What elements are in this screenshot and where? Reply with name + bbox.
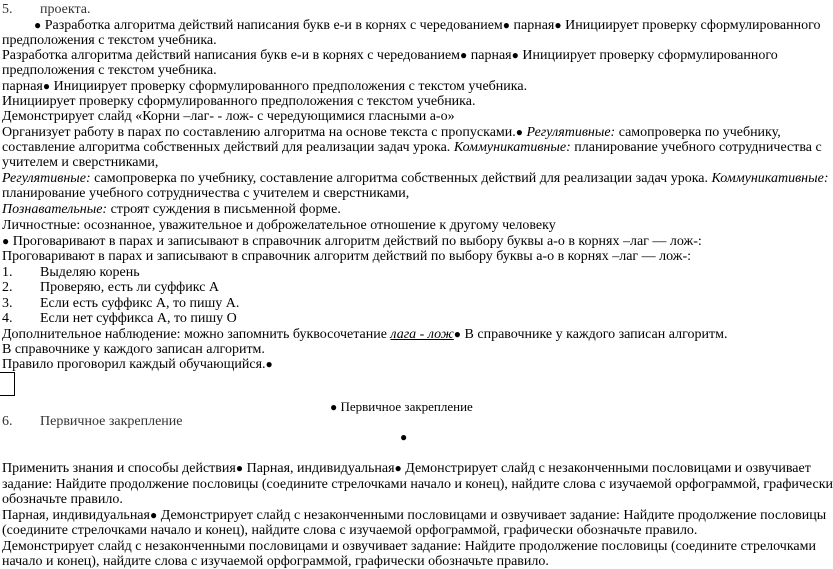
- paragraph-line: начало и конец), найдите слова с изучаемой орфограммой, графически обозначьте правило.: [2, 554, 549, 569]
- paragraph-line: (соедините стрелочками начало и конец), найдите слова с изучаемой орфограммой, графически обозначьте правило.: [2, 523, 698, 538]
- bullet-icon: ●: [149, 508, 158, 522]
- paragraph: Организует работу в парах по составлению алгоритма на основе текста с пропусками.● Регулятивные: самопроверка по учебнику,: [2, 125, 781, 140]
- paragraph-line: Демонстрирует слайд с незаконченными пословицами и озвучивает задание: Найдите продолжение пословицы (соедините стрелочками: [2, 539, 816, 554]
- table-cell-fragment: [0, 372, 15, 396]
- bullet-icon: ●: [502, 18, 511, 32]
- bullet-icon: ●: [2, 234, 10, 248]
- paragraph: Разработка алгоритма действий написания букв е-и в корнях с чередованием● парная● Инициирует проверку сформулированного: [2, 48, 778, 63]
- bullet-icon: ●: [511, 48, 519, 62]
- bullet-icon: ●: [330, 400, 338, 414]
- bullet-icon: ●: [515, 125, 524, 139]
- paragraph-line: планирование учебного сотрудничества с учителем и сверстниками,: [2, 186, 410, 201]
- bullet-icon: ●: [235, 461, 244, 475]
- bullet-icon: ●: [460, 48, 468, 62]
- paragraph-line: Применить знания и способы действия● Парная, индивидуальная● Демонстрирует слайд с незаконченными пословицами и озвучивает: [2, 461, 811, 476]
- paragraph-line: предположения с текстом учебника.: [2, 63, 217, 78]
- paragraph-line: Правило проговорил каждый обучающийся.●: [2, 357, 273, 372]
- paragraph-line: предположения с текстом учебника.: [2, 33, 217, 48]
- bullet-icon: ●: [400, 430, 408, 444]
- paragraph-line: составление алгоритма собственных действий для реализации задач урока. Коммуникативные: планирование учебного сотрудничества с: [2, 140, 822, 155]
- section-heading: ● Первичное закрепление: [330, 399, 473, 414]
- bullet-icon: ●: [453, 327, 462, 341]
- paragraph-line: Регулятивные: самопроверка по учебнику, составление алгоритма собственных действий для реализации задач урока. Коммуникативные:: [2, 171, 829, 186]
- paragraph-line: обозначьте правило.: [2, 492, 123, 507]
- paragraph-line: Проговаривают в парах и записывают в справочник алгоритм действий по выбору буквы а-о в корнях –лаг — лож-:: [2, 249, 692, 264]
- bullet-icon: ●: [265, 357, 273, 371]
- paragraph-line: Личностные: осознанное, уважительное и доброжелательное отношение к другому человеку: [2, 218, 556, 233]
- paragraph-line: Познавательные: строят суждения в письменной форме.: [2, 202, 341, 217]
- paragraph-line: Парная, индивидуальная● Демонстрирует слайд с незаконченными пословицами и озвучивает задание: Найдите продолжение пословицы: [2, 508, 827, 523]
- paragraph-line: Инициирует проверку сформулированного предположения с текстом учебника.: [2, 94, 476, 109]
- bullet-icon: ●: [42, 79, 51, 93]
- bullet-icon: ●: [34, 18, 42, 32]
- paragraph-line: В справочнике у каждого записан алгоритм.: [2, 342, 265, 357]
- paragraph-line: учителем и сверстниками,: [2, 155, 159, 170]
- paragraph-line: ● Проговаривают в парах и записывают в справочник алгоритм действий по выбору буквы а-о в корнях –лаг — лож-:: [2, 234, 702, 249]
- list-text: проекта.: [40, 2, 91, 17]
- paragraph: парная● Инициирует проверку сформулированного предположения с текстом учебника.: [2, 79, 528, 94]
- paragraph: ● Разработка алгоритма действий написания букв е-и в корнях с чередованием● парная● Инициирует проверку сформулированного: [34, 18, 821, 33]
- bullet-icon: ●: [394, 461, 402, 475]
- list-number: 5.: [2, 2, 13, 17]
- bullet-icon: ●: [554, 18, 562, 32]
- paragraph-line: задание: Найдите продолжение пословицы (соедините стрелочками начало и конец), найдите слова с изучаемой орфограммой, графически: [2, 477, 833, 492]
- paragraph-line: Дополнительное наблюдение: можно запомнить буквосочетание лага - лож● В справочнике у каждого записан алгоритм.: [2, 327, 728, 342]
- paragraph-line: Демонстрирует слайд «Корни –лаг- - лож- с чередующимися гласными а-о»: [2, 109, 455, 124]
